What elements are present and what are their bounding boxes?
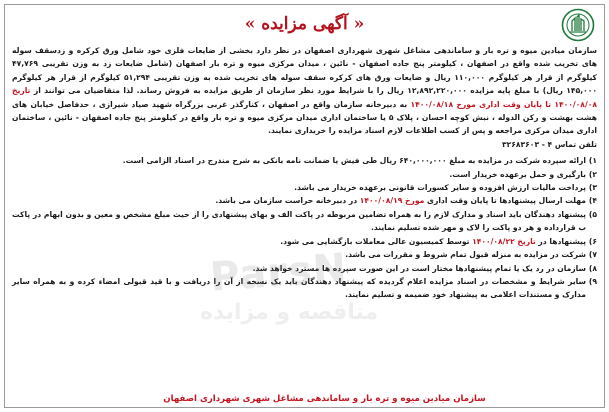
watermark-subtext: مناقصه و مزایده bbox=[200, 300, 379, 325]
condition-item bbox=[12, 181, 597, 194]
condition-text: سازمان در رد یک یا تمام پیشنهادها مختار است در این صورت سپرده ها مسترد خواهد شد. bbox=[252, 263, 586, 273]
condition-text: شرکت در مزایده به منزله قبول تمام شروط و مقررات می باشد. bbox=[345, 250, 586, 260]
intro-text-2: به دبیرخانه سازمان واقع در اصفهان ، کنارگذر غربی بزرگراه شهید صیاد شیرازی ، حدفاصل خیابان های هشت بهشت و رکن الدوله ، نبش کوچه احسان ، پلاک ۵ یا ساختمان اداری میدان مرکزی میوه و تره بار واقع در کیلومتر پنج جاده اصفهان - نائین ، ساختمان اداری میدان مرکزی مراجعه و پس از کسب اطلاعات لازم اسناد مزایده را خریداری نمایند. bbox=[12, 99, 597, 136]
condition-item bbox=[12, 262, 597, 275]
issuer-signature: سازمان میادین میوه و تره بار و ساماندهی مشاغل شهری شهرداری اصفهان bbox=[163, 394, 486, 404]
condition-text: ارائه سپرده شرکت در مزایده به مبلغ ۶۴۰,۰۰۰,۰۰۰ ریال طی فیش یا ضمانت نامه بانکی به شرح مندرج در اسناد الزامی است. bbox=[122, 156, 586, 166]
condition-number: ۹) bbox=[588, 276, 597, 286]
condition-number: ۴) bbox=[588, 196, 597, 206]
condition-text: سایر شرایط و مشخصات در اسناد مزایده اعلام گردیده که پیشنهاد دهندگان باید یک نسخه از آن را دریافت و با قید قبولی امضاء کرده و به همراه سایر مدارک و مستندات اعلامی به پیشنهاد خود ضمیمه و تسلیم نمایند. bbox=[12, 276, 586, 300]
condition-number: ۸) bbox=[588, 263, 597, 273]
condition-text: پرداخت مالیات ارزش افزوده و سایر کسورات قانونی برعهده خریدار می باشد. bbox=[294, 183, 586, 193]
condition-item bbox=[12, 275, 597, 302]
condition-text: پیشنهادها در bbox=[535, 236, 586, 246]
condition-item bbox=[12, 248, 597, 261]
condition-item bbox=[12, 235, 597, 248]
notice-title: « آگهی مزایده » bbox=[244, 14, 365, 34]
condition-text: مهلت ارسال پیشنهادها تا پایان وقت اداری bbox=[424, 196, 586, 206]
condition-number: ۲) bbox=[588, 169, 597, 179]
condition-number: ۵) bbox=[588, 209, 597, 219]
condition-number: ۳) bbox=[588, 183, 597, 193]
condition-number: ۶) bbox=[588, 236, 597, 246]
condition-item bbox=[12, 154, 597, 167]
condition-text: پیشنهاد دهندگان باید اسناد و مدارک لازم را به همراه تضامین مربوطه در پاکت الف و بهای پیشنهادی را از حیث مبلغ مشخص و معین و بدون ابهام در پاکت ب قرارداده و هر دو پاکت را لاک و مهر شده تسلیم نمایند. bbox=[12, 209, 586, 233]
contact-phone: تلفن تماس ۴ - ۳۲۶۸۳۶۰۳ bbox=[502, 139, 597, 149]
watermark-logo: ParsN bbox=[208, 245, 349, 301]
intro-text-1: سازمان میادین میوه و تره بار و ساماندهی مشاغل شهری شهرداری اصفهان در نظر دارد بخشی از ضایعات فلزی خود شامل ورق کرکره و زدسقف سوله های تخریب شده واقع در اصفهان ، کیلومتر پنج جاده اصفهان - نائین ، میدان مرکزی میوه و تره بار اصفهان (شامل ضایعات زد به وزن تقریبی ۴۷,۷۶۹ کیلوگرم از قرار هر کیلوگرم ۱۱۰,۰۰۰ ریال و ضایعات ورق های کرکره سقف سوله های تخریب شده به وزن تقریبی ۵۱,۲۹۴ کیلوگرم از قرار هر کیلوگرم ۱۴۵,۰۰۰ ریال) با مبلغ پایه مزایده ۱۲,۸۹۲,۲۲۰,۰۰۰ ریال را با شرایط مورد نظر سازمان از طریق مزایده به فروش رساند. لذا متقاضیان می توانند از bbox=[12, 46, 597, 96]
condition-text: بارگیری و حمل برعهده خریدار است. bbox=[449, 169, 586, 179]
condition-text-end: در دبیرخانه حراست سازمان می باشد. bbox=[215, 196, 360, 206]
intro-paragraph bbox=[12, 44, 597, 138]
purchase-date-range: تاریخ ۱۴۰۰/۰۸/۰۸ تا پایان وقت اداری مورخ ۱۴۰۰/۰۸/۱۸ bbox=[12, 86, 597, 109]
condition-number: ۱) bbox=[588, 156, 597, 166]
condition-item bbox=[12, 168, 597, 181]
notice-header bbox=[8, 6, 601, 46]
deadline-date: مورخ ۱۴۰۰/۰۸/۱۹ bbox=[359, 196, 425, 206]
condition-text-end: توسط کمیسیون عالی معاملات بازگشایی می شود. bbox=[280, 236, 473, 246]
conditions-list bbox=[12, 154, 597, 301]
condition-item bbox=[12, 208, 597, 235]
notice-body bbox=[12, 44, 597, 302]
opening-date: تاریخ ۱۴۰۰/۰۸/۲۲ bbox=[472, 236, 536, 246]
condition-number: ۷) bbox=[588, 250, 597, 260]
condition-item bbox=[12, 194, 597, 207]
